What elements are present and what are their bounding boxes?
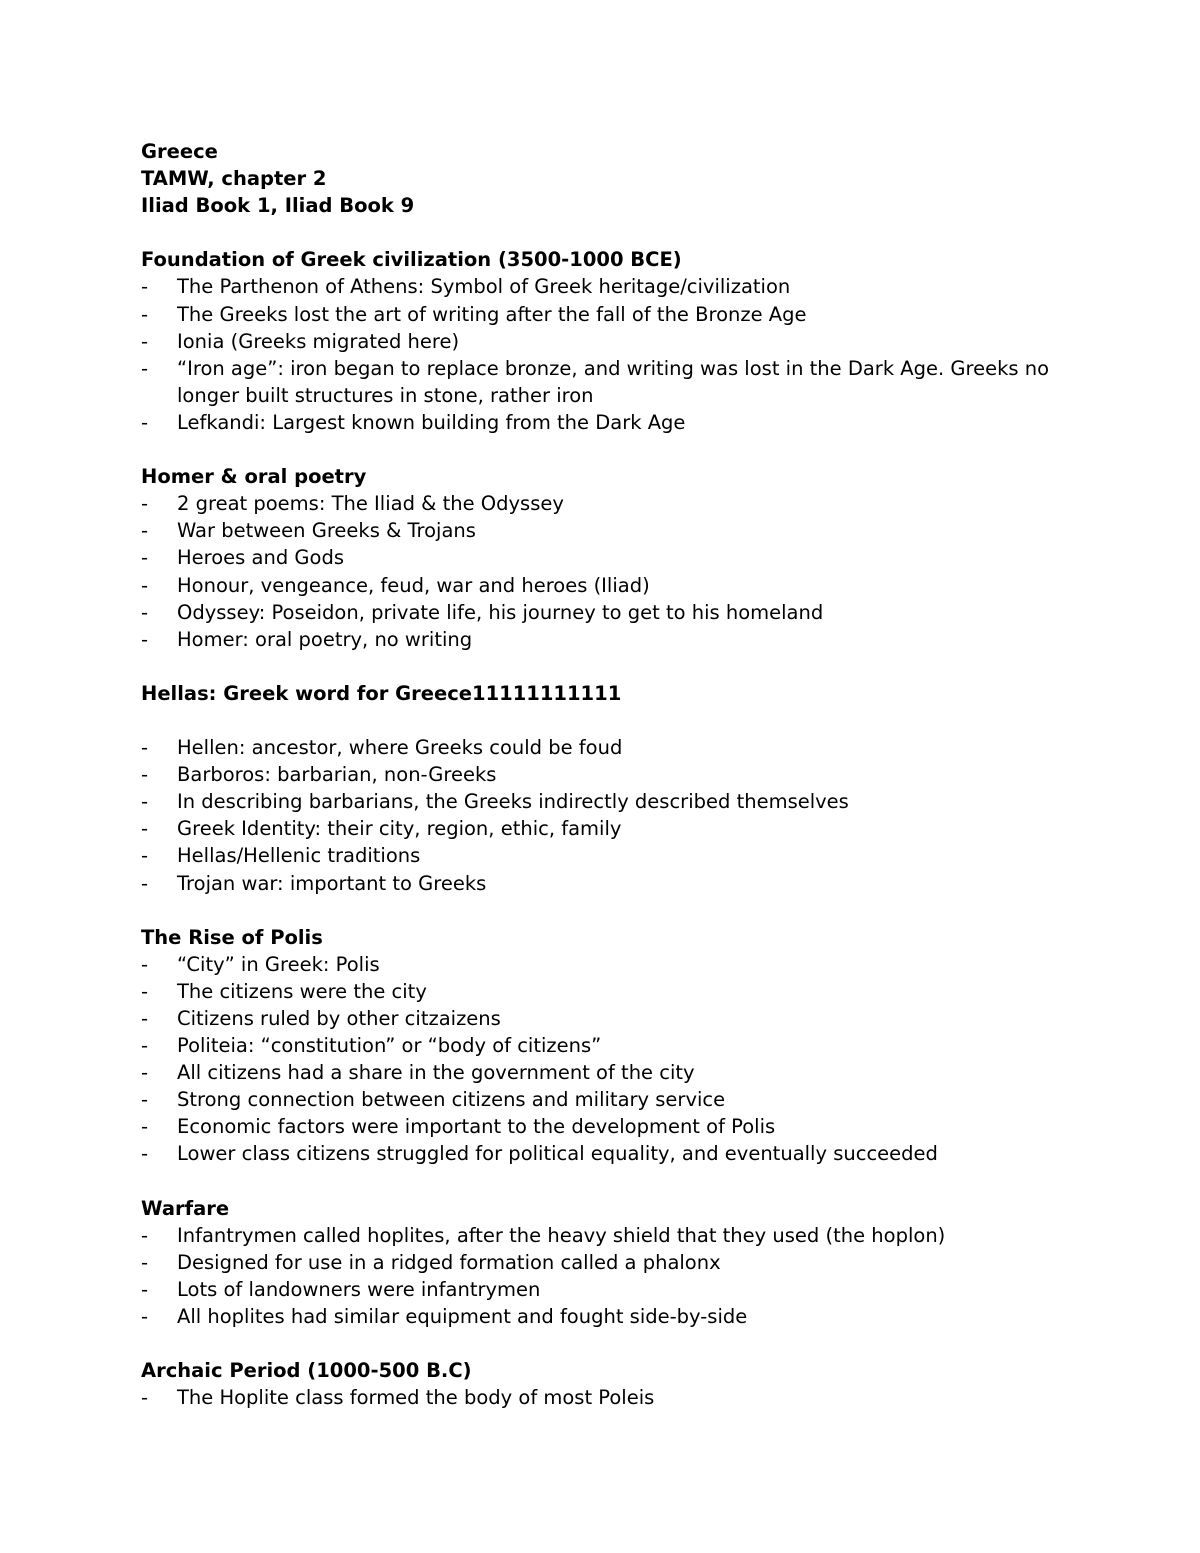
bullet-dash: - — [141, 519, 149, 543]
bullet-dash: - — [141, 979, 149, 1003]
list-item-text: Odyssey: Poseidon, private life, his journey to get to his homeland — [177, 600, 824, 624]
bullet-dash: - — [141, 1142, 149, 1166]
list-item-text: Citizens ruled by other citzaizens — [177, 1007, 501, 1030]
list-item — [141, 1276, 1061, 1303]
list-item — [141, 1249, 1061, 1276]
list-item — [141, 572, 1061, 599]
bullet-list — [141, 490, 1061, 653]
list-item-text: All citizens had a share in the government of the city — [177, 1061, 695, 1085]
document-title: Greece — [141, 140, 218, 163]
bullet-dash: - — [141, 546, 149, 570]
list-item — [141, 1059, 1061, 1086]
list-item — [141, 788, 1061, 815]
bullet-dash: - — [141, 1277, 149, 1301]
bullet-dash: - — [141, 1115, 149, 1139]
bullet-list — [141, 1222, 1061, 1330]
list-item-text: Infantrymen called hoplites, after the heavy shield that they used (the hoplon) — [177, 1223, 946, 1247]
bullet-dash: - — [141, 871, 149, 895]
list-item — [141, 355, 1061, 409]
list-item — [141, 1113, 1061, 1140]
list-item — [141, 734, 1061, 761]
list-item — [141, 626, 1061, 653]
list-item-text: 2 great poems: The Iliad & the Odyssey — [177, 492, 564, 516]
bullet-dash: - — [141, 844, 149, 868]
bullet-dash: - — [141, 790, 149, 814]
bullet-dash: - — [141, 627, 149, 651]
list-item — [141, 544, 1061, 571]
list-item-text: Lots of landowners were infantrymen — [177, 1277, 541, 1301]
section-hellas — [141, 680, 1061, 897]
list-item-text: Barboros: barbarian, non-Greeks — [177, 763, 497, 787]
list-item — [141, 842, 1061, 869]
section-foundation — [141, 246, 1061, 436]
list-item — [141, 328, 1061, 355]
list-item — [141, 1384, 1061, 1411]
bullet-dash: - — [141, 952, 149, 976]
list-item-text: War between Greeks & Trojans — [177, 519, 476, 543]
list-item-text: The citizens were the city — [177, 979, 427, 1003]
bullet-dash: - — [141, 600, 149, 624]
bullet-dash: - — [141, 302, 149, 326]
bullet-dash: - — [141, 1061, 149, 1085]
list-item-text: Hellas/Hellenic traditions — [177, 844, 421, 868]
list-item — [141, 273, 1061, 300]
book-assignment: Iliad Book 1, Iliad Book 9 — [141, 194, 415, 218]
list-item-text: The Greeks lost the art of writing after the fall of the Bronze Age — [177, 302, 807, 326]
bullet-dash: - — [141, 573, 149, 597]
document-page — [141, 138, 1061, 1411]
bullet-dash: - — [141, 763, 149, 787]
list-item-text: Greek Identity: their city, region, ethic, family — [177, 817, 622, 841]
section-title: Homer & oral poetry — [141, 465, 367, 489]
bullet-dash: - — [141, 1088, 149, 1112]
list-item-text: Designed for use in a ridged formation called a phalonx — [177, 1250, 721, 1274]
section-title: Foundation of Greek civilization (3500-1000 BCE) — [141, 248, 682, 272]
section-homer — [141, 463, 1061, 653]
list-item-text: The Parthenon of Athens: Symbol of Greek heritage/civilization — [177, 275, 791, 299]
bullet-dash: - — [141, 1034, 149, 1058]
list-item — [141, 409, 1061, 436]
bullet-dash: - — [141, 410, 149, 434]
list-item-text: Honour, vengeance, feud, war and heroes (Iliad) — [177, 573, 650, 597]
list-item — [141, 1222, 1061, 1249]
list-item — [141, 301, 1061, 328]
list-item-text: All hoplites had similar equipment and fought side-by-side — [177, 1305, 748, 1329]
list-item — [141, 490, 1061, 517]
bullet-list — [141, 734, 1061, 897]
list-item-text: Lower class citizens struggled for political equality, and eventually succeeded — [177, 1142, 938, 1166]
list-item-text: The Hoplite class formed the body of most Poleis — [177, 1386, 655, 1410]
bullet-dash: - — [141, 1223, 149, 1247]
list-item — [141, 1303, 1061, 1330]
list-item-text: Lefkandi: Largest known building from the Dark Age — [177, 410, 686, 434]
bullet-dash: - — [141, 817, 149, 841]
section-title: Hellas: Greek word for Greece11111111111 — [141, 681, 622, 705]
bullet-dash: - — [141, 736, 149, 760]
bullet-dash: - — [141, 329, 149, 353]
section-polis — [141, 924, 1061, 1168]
list-item — [141, 870, 1061, 897]
list-item-text: In describing barbarians, the Greeks indirectly described themselves — [177, 790, 849, 814]
section-warfare — [141, 1195, 1061, 1330]
list-item-text: Politeia: “constitution” or “body of citizens” — [177, 1034, 602, 1058]
bullet-list — [141, 273, 1061, 436]
bullet-list — [141, 1384, 1061, 1411]
list-item-text: “City” in Greek: Polis — [177, 952, 380, 976]
list-item — [141, 1086, 1061, 1113]
list-item-text: Strong connection between citizens and military service — [177, 1088, 726, 1112]
section-title: The Rise of Polis — [141, 925, 323, 949]
bullet-dash: - — [141, 1386, 149, 1410]
section-title: Warfare — [141, 1196, 230, 1220]
list-item — [141, 1140, 1061, 1167]
bullet-dash: - — [141, 1250, 149, 1274]
list-item-text: Economic factors were important to the development of Polis — [177, 1115, 776, 1139]
bullet-dash: - — [141, 1007, 149, 1030]
list-item — [141, 951, 1061, 978]
list-item — [141, 815, 1061, 842]
list-item-text: Homer: oral poetry, no writing — [177, 627, 473, 651]
list-item — [141, 517, 1061, 544]
list-item-text: Trojan war: important to Greeks — [177, 871, 487, 895]
list-item — [141, 1032, 1061, 1059]
section-title: Archaic Period (1000-500 B.C) — [141, 1359, 472, 1383]
list-item-text: Hellen: ancestor, where Greeks could be foud — [177, 736, 623, 760]
bullet-dash: - — [141, 1305, 149, 1329]
list-item — [141, 1005, 1061, 1032]
list-item-text: “Iron age”: iron began to replace bronze, and writing was lost in the Dark Age. Greeks no longer built structures in stone, rather iron — [177, 356, 1050, 407]
bullet-dash: - — [141, 492, 149, 516]
bullet-dash: - — [141, 356, 149, 380]
bullet-list — [141, 951, 1061, 1168]
reading-assignment: TAMW, chapter 2 — [141, 167, 327, 191]
list-item-text: Heroes and Gods — [177, 546, 344, 570]
bullet-dash: - — [141, 275, 149, 299]
list-item — [141, 761, 1061, 788]
blank-line — [141, 707, 1061, 734]
list-item — [141, 599, 1061, 626]
list-item-text: Ionia (Greeks migrated here) — [177, 329, 460, 353]
list-item — [141, 978, 1061, 1005]
section-archaic — [141, 1357, 1061, 1411]
